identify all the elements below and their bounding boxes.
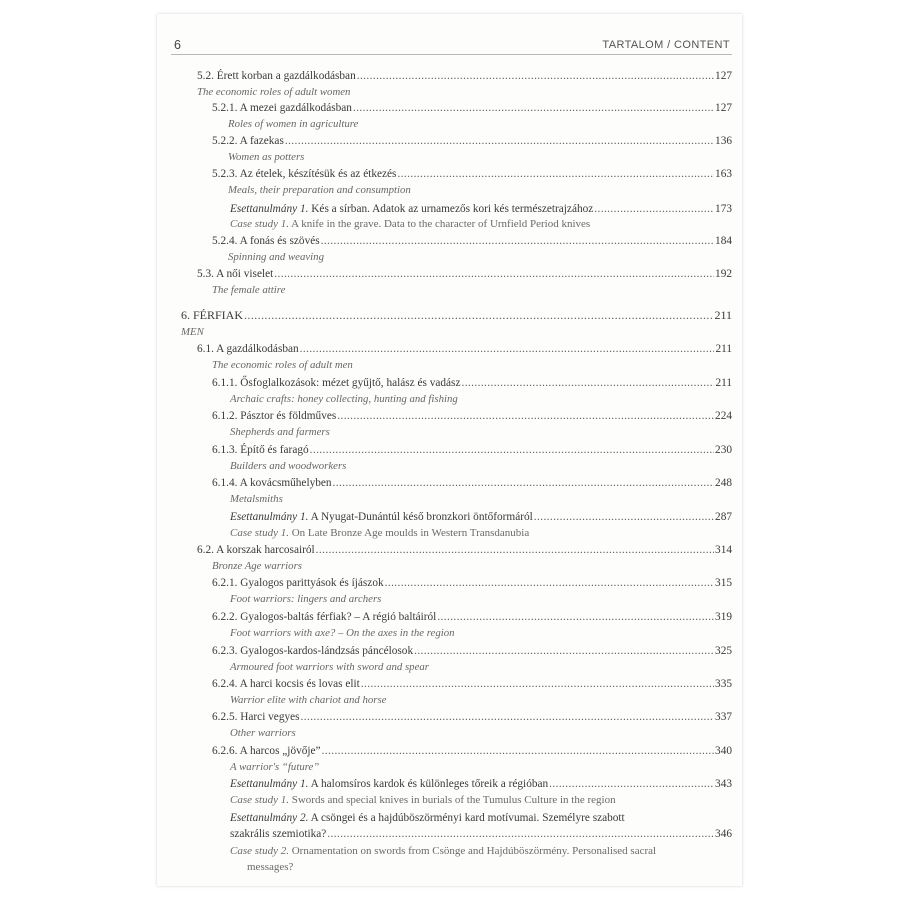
dot-leader	[274, 266, 714, 282]
toc-entry-label: A Nyugat-Dunántúl késő bronzkori öntőformáról	[308, 511, 533, 523]
toc-entry-label: 6.1.1. Ősfoglalkozások: mézet gyűjtő, halász és vadász	[212, 377, 461, 389]
toc-entry	[212, 676, 732, 692]
dot-leader	[534, 509, 714, 525]
toc-entry	[212, 133, 732, 149]
dot-leader	[353, 100, 714, 116]
toc-page-number: 211	[714, 308, 732, 322]
toc-entry-label: A halomsíros kardok és különleges tőreik a régióban	[308, 778, 549, 790]
toc-page-number: 192	[715, 268, 732, 280]
toc-entry	[212, 709, 732, 725]
toc-english-subtitle: Foot warriors: lingers and archers	[230, 593, 382, 605]
toc-entry	[230, 776, 732, 792]
toc-entry	[197, 68, 732, 84]
dot-leader	[301, 709, 715, 725]
toc-entry	[197, 542, 732, 558]
toc-entry-label: 5.3. A női viselet	[197, 268, 274, 280]
dot-leader	[321, 233, 714, 249]
dot-leader	[385, 575, 714, 591]
toc-entry-title	[212, 643, 413, 659]
toc-english-subtitle: Shepherds and farmers	[230, 426, 330, 438]
toc-english-subtitle: Bronze Age warriors	[212, 560, 302, 572]
toc-entry	[230, 826, 732, 842]
toc-entry-label: 6.2.2. Gyalogos-baltás férfiak? – A régió baltáiról	[212, 611, 437, 623]
toc-entry	[212, 442, 732, 458]
toc-entry-title	[212, 166, 396, 182]
dot-leader	[549, 776, 714, 792]
toc-entry	[197, 341, 732, 357]
toc-entry	[230, 509, 732, 525]
toc-entry-title	[197, 341, 299, 357]
toc-entry-title	[212, 475, 332, 491]
toc-entry-label: 5.2. Érett korban a gazdálkodásban	[197, 70, 356, 82]
toc-case-study-subtitle	[230, 525, 529, 541]
toc-entry	[212, 100, 732, 116]
case-study-prefix: Case study 1.	[230, 794, 289, 806]
toc-page-number: 173	[715, 203, 732, 215]
dot-leader	[244, 307, 713, 323]
toc-entry	[212, 609, 732, 625]
dot-leader	[300, 341, 715, 357]
toc-entry	[212, 408, 732, 424]
toc-english-subtitle: Metalsmiths	[230, 493, 283, 505]
toc-entry	[212, 233, 732, 249]
toc-entry-label: szakrális szemiotika?	[230, 828, 327, 840]
case-study-prefix: Esettanulmány 1.	[230, 511, 309, 523]
toc-entry-title	[197, 266, 273, 282]
dot-leader	[437, 609, 714, 625]
toc-english-subtitle: Other warriors	[230, 727, 296, 739]
toc-entry-label: 6.2.1. Gyalogos parittyások és íjászok	[212, 577, 384, 589]
toc-entry-title	[212, 709, 300, 725]
toc-page-number: 315	[715, 577, 732, 589]
dot-leader	[361, 676, 714, 692]
toc-entry-title	[197, 542, 315, 558]
toc-english-subtitle: Meals, their preparation and consumption	[228, 184, 411, 196]
toc-entry-title	[212, 743, 321, 759]
toc-entry-title	[230, 201, 593, 217]
dot-leader	[322, 743, 714, 759]
toc-english-subtitle: Builders and woodworkers	[230, 460, 347, 472]
toc-page-number: 184	[715, 235, 732, 247]
book-page	[157, 14, 742, 886]
toc-entry-label: Kés a sírban. Adatok az urnamezős kori kés természetrajzához	[308, 203, 594, 215]
toc-entry-label: 6.2.3. Gyalogos-kardos-lándzsás páncélosok	[212, 645, 414, 657]
toc-page-number: 340	[715, 745, 732, 757]
toc-english-subtitle: Foot warriors with axe? – On the axes in the region	[230, 627, 455, 639]
toc-page-number: 248	[715, 477, 732, 489]
toc-line-text: A csöngei és a hajdúböszörményi kard motívumai. Személyre szabott	[308, 812, 625, 824]
toc-entry-title	[230, 826, 326, 842]
toc-english-subtitle: Spinning and weaving	[228, 251, 324, 263]
dot-leader	[285, 133, 714, 149]
toc-page-number: 287	[715, 511, 732, 523]
toc-english-subtitle: The economic roles of adult women	[197, 86, 351, 98]
toc-entry-title	[197, 68, 356, 84]
toc-entry-label: 6.2.4. A harci kocsis és lovas elit	[212, 678, 360, 690]
toc-entry-label: 6.2.5. Harci vegyes	[212, 711, 300, 723]
dot-leader	[357, 68, 714, 84]
toc-page-number: 211	[715, 343, 732, 355]
toc-entry-label: 5.2.3. Az ételek, készítésük és az étkezés	[212, 168, 397, 180]
toc-entry-line	[230, 810, 625, 826]
toc-page-number: 224	[715, 410, 732, 422]
header-rule	[171, 54, 732, 55]
toc-english-subtitle: Roles of women in agriculture	[228, 118, 359, 130]
toc-entry	[212, 375, 732, 391]
toc-page-number: 346	[715, 828, 732, 840]
toc-entry-title	[212, 375, 460, 391]
dot-leader	[316, 542, 714, 558]
dot-leader	[397, 166, 714, 182]
toc-entry-label: 5.2.4. A fonás és szövés	[212, 235, 320, 247]
dot-leader	[414, 643, 714, 659]
dot-leader	[337, 408, 714, 424]
page-header	[157, 34, 742, 54]
toc-page-number: 211	[715, 377, 732, 389]
dot-leader	[594, 201, 714, 217]
toc-case-study-subtitle	[230, 792, 616, 808]
toc-entry-label: 6. FÉRFIAK	[181, 308, 244, 322]
toc-english-subtitle: Women as potters	[228, 151, 305, 163]
toc-entry-title	[212, 233, 320, 249]
running-title: TARTALOM / CONTENT	[602, 39, 730, 51]
toc-entry-title	[212, 100, 352, 116]
dot-leader	[310, 442, 714, 458]
toc-entry-title	[212, 442, 309, 458]
toc-english-subtitle: A warrior's “future”	[230, 761, 320, 773]
toc-entry	[212, 575, 732, 591]
toc-entry-title	[181, 307, 243, 323]
toc-page-number: 319	[715, 611, 732, 623]
case-study-prefix: Esettanulmány 1.	[230, 778, 309, 790]
dot-leader	[327, 826, 714, 842]
toc-entry-label: 6.2.6. A harcos „jövője”	[212, 745, 321, 757]
dot-leader	[461, 375, 714, 391]
toc-entry-label: 6.1.2. Pásztor és földműves	[212, 410, 337, 422]
toc-entry	[212, 475, 732, 491]
toc-entry-title	[230, 776, 548, 792]
toc-line-text: messages?	[247, 861, 294, 873]
toc-page-number: 230	[715, 444, 732, 456]
toc-entry	[181, 307, 732, 323]
case-study-prefix: Case study 2.	[230, 845, 289, 857]
toc-entry-label: 6.1.3. Építő és faragó	[212, 444, 309, 456]
toc-page-number: 337	[715, 711, 732, 723]
toc-entry-title	[212, 575, 384, 591]
toc-case-study-subtitle	[230, 843, 656, 859]
toc-page-number: 343	[715, 778, 732, 790]
page-number: 6	[174, 38, 181, 52]
toc-line-text: A knife in the grave. Data to the character of Urnfield Period knives	[288, 218, 591, 230]
toc-entry-label: 6.2. A korszak harcosairól	[197, 544, 315, 556]
case-study-prefix: Esettanulmány 2.	[230, 812, 309, 824]
toc-page-number: 335	[715, 678, 732, 690]
toc-entry-label: 5.2.1. A mezei gazdálkodásban	[212, 102, 352, 114]
toc-entry-title	[212, 609, 436, 625]
toc-entry	[212, 643, 732, 659]
toc-entry-label: 5.2.2. A fazekas	[212, 135, 284, 147]
toc-page-number: 127	[715, 70, 732, 82]
toc-line-text: Swords and special knives in burials of the Tumulus Culture in the region	[288, 794, 616, 806]
toc-entry-title	[212, 133, 284, 149]
toc-english-subtitle: The economic roles of adult men	[212, 359, 353, 371]
toc-line-text: On Late Bronze Age moulds in Western Transdanubia	[288, 527, 530, 539]
toc-english-subtitle: MEN	[181, 326, 204, 338]
toc-page-number: 127	[715, 102, 732, 114]
toc-case-study-subtitle	[247, 859, 293, 875]
toc-page-number: 163	[715, 168, 732, 180]
toc-entry-label: 6.1.4. A kovácsműhelyben	[212, 477, 332, 489]
toc-line-text: Ornamentation on swords from Csönge and Hajdúböszörmény. Personalised sacral	[288, 845, 657, 857]
toc-entry-label: 6.1. A gazdálkodásban	[197, 343, 299, 355]
case-study-prefix: Case study 1.	[230, 527, 289, 539]
toc-page-number: 314	[715, 544, 732, 556]
dot-leader	[333, 475, 715, 491]
toc-page-number: 325	[715, 645, 732, 657]
toc-entry-title	[212, 408, 336, 424]
toc-entry	[230, 201, 732, 217]
toc-english-subtitle: Armoured foot warriors with sword and spear	[230, 661, 429, 673]
toc-entry	[212, 743, 732, 759]
toc-entry-title	[212, 676, 360, 692]
toc-english-subtitle: Archaic crafts: honey collecting, hunting and fishing	[230, 393, 458, 405]
toc-entry	[212, 166, 732, 182]
case-study-prefix: Esettanulmány 1.	[230, 203, 309, 215]
case-study-prefix: Case study 1.	[230, 218, 289, 230]
toc-english-subtitle: The female attire	[212, 284, 286, 296]
toc-case-study-subtitle	[230, 216, 590, 232]
toc-page-number: 136	[715, 135, 732, 147]
toc-entry	[197, 266, 732, 282]
toc-entry-title	[230, 509, 533, 525]
toc-english-subtitle: Warrior elite with chariot and horse	[230, 694, 387, 706]
